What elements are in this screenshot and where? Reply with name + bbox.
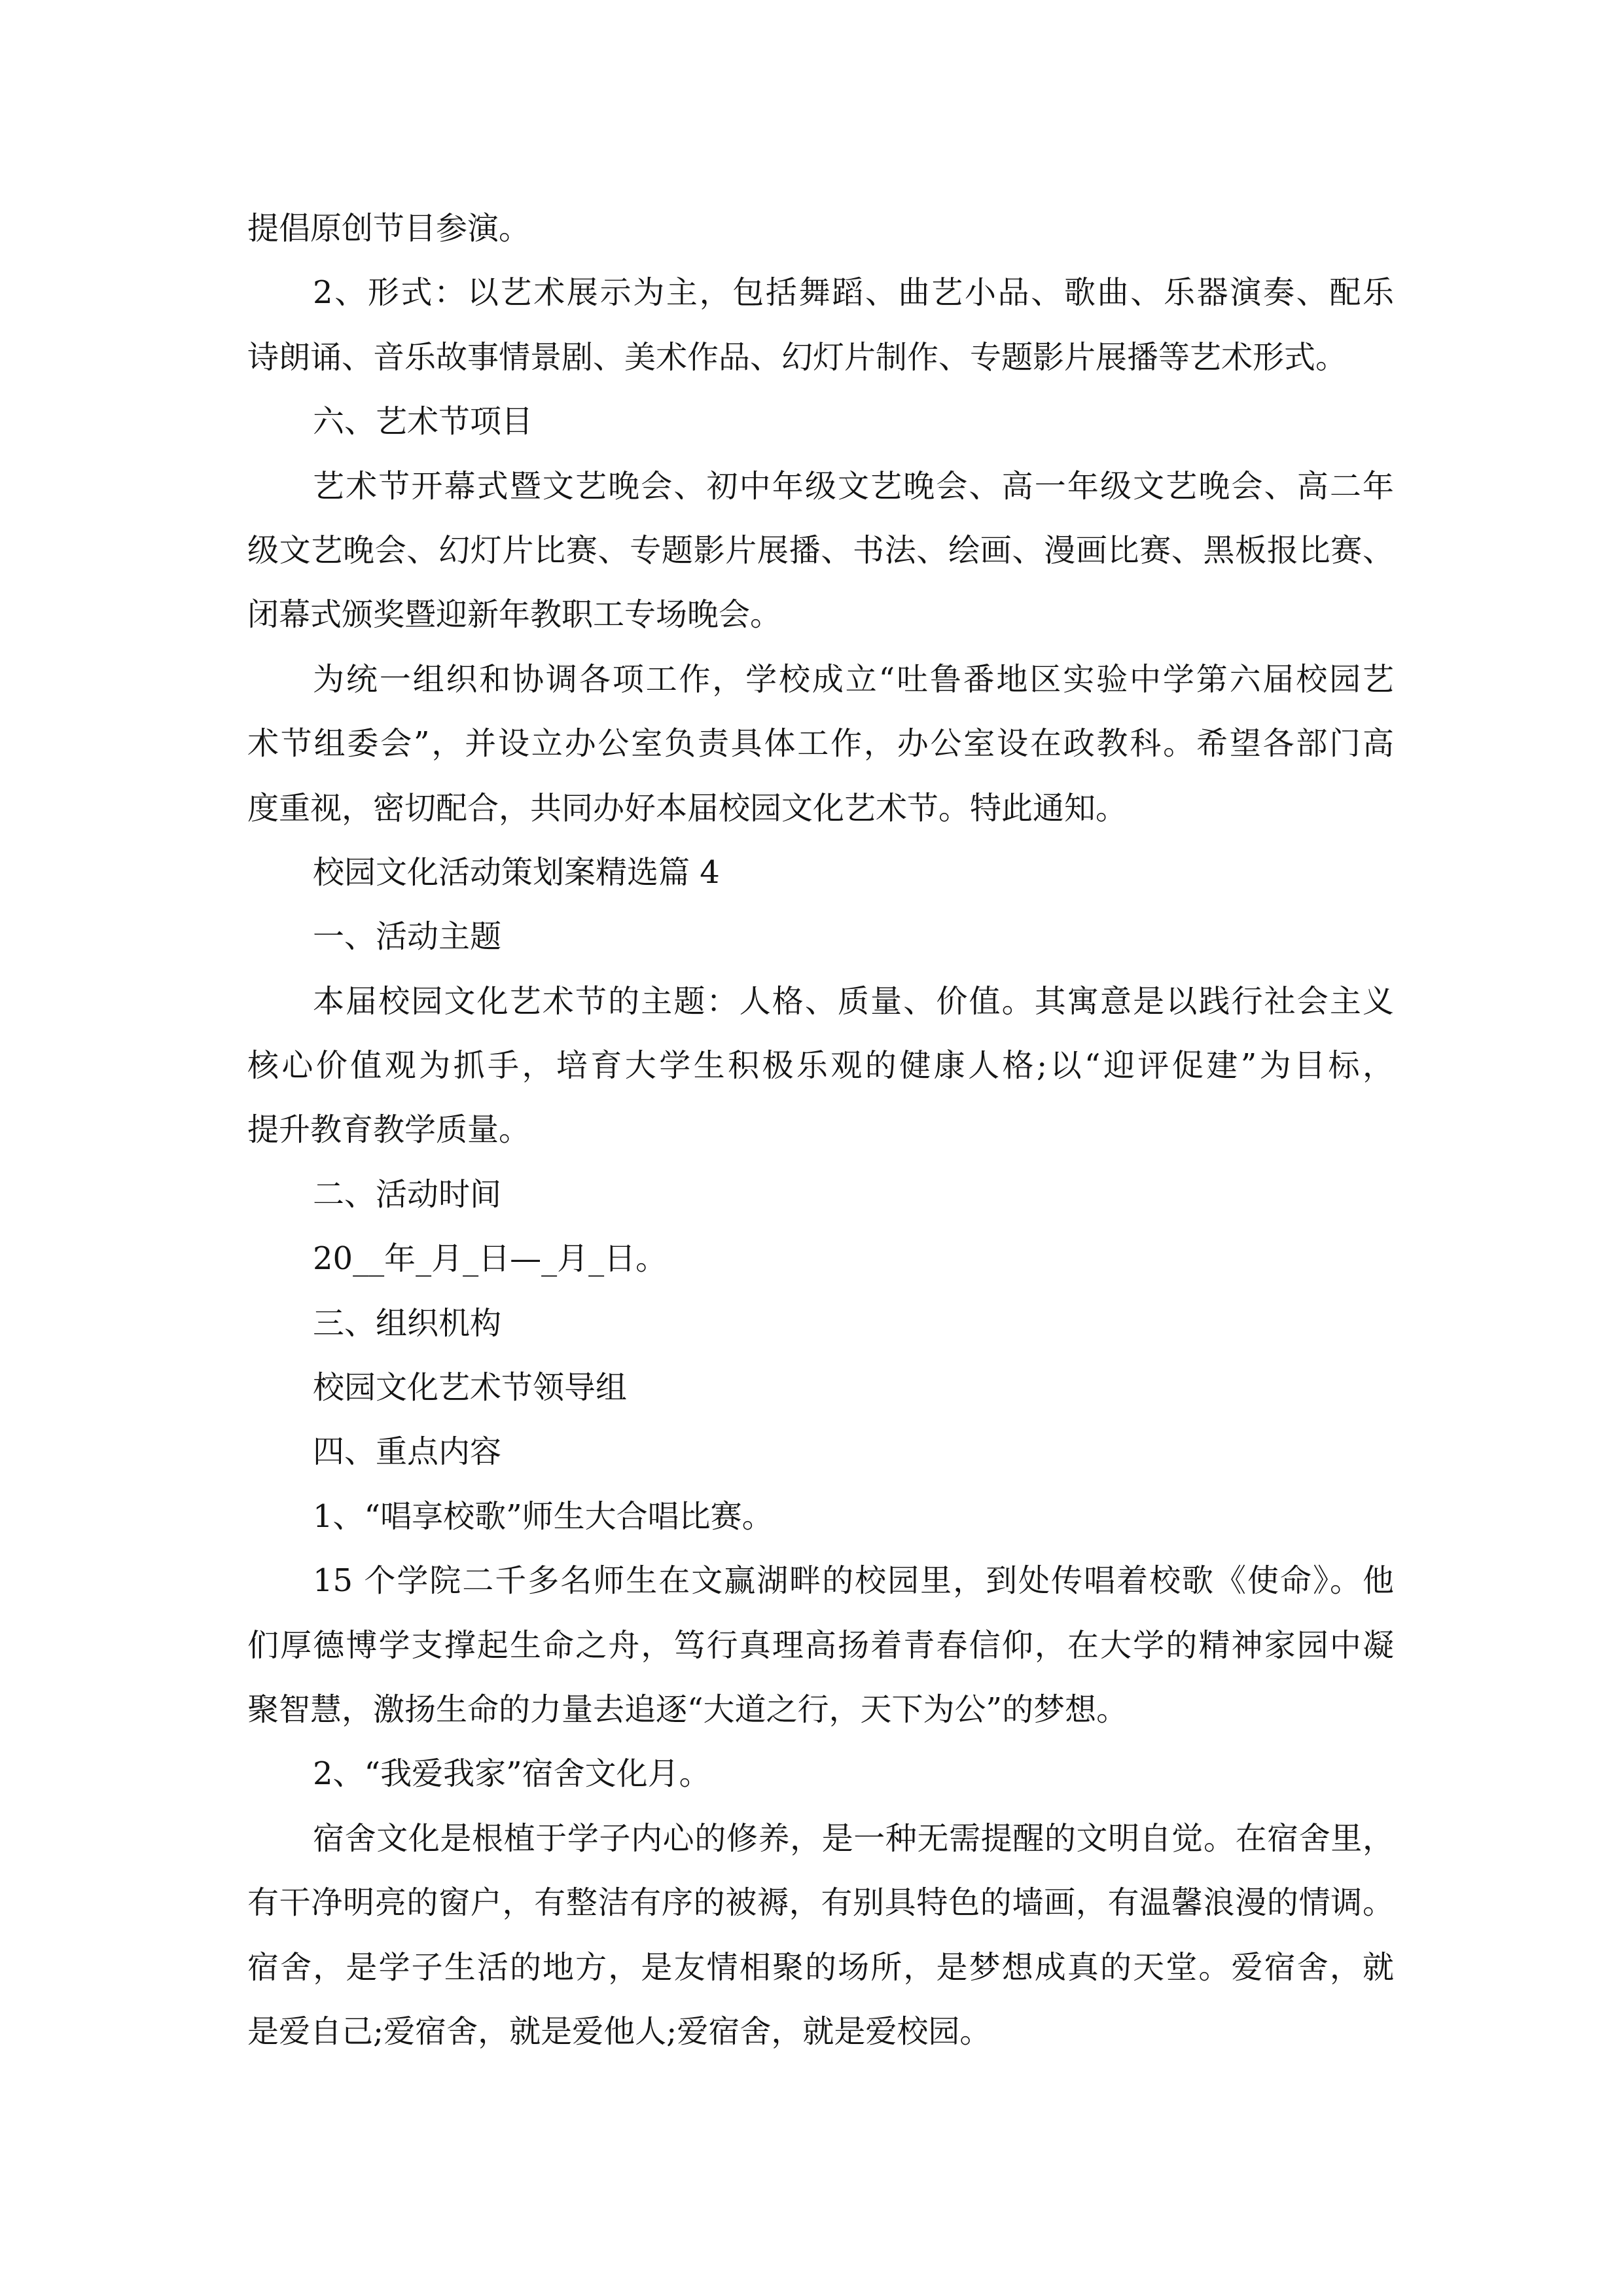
- article-title: [247, 840, 1394, 905]
- paragraph: [247, 1355, 1394, 1420]
- paragraph: [247, 454, 1394, 647]
- section-heading: [247, 1291, 1394, 1355]
- text-line: 艺术节开幕式暨文艺晚会、初中年级文艺晚会、高一年级文艺晚会、高二年: [313, 467, 1394, 505]
- subsection-heading: [247, 1484, 1394, 1549]
- text-line: 度重视，密切配合，共同办好本届校园文化艺术节。特此通知。: [247, 789, 1128, 827]
- text-line: 提倡原创节目参演。: [247, 210, 531, 247]
- paragraph: [247, 1806, 1394, 2064]
- text-line: 提升教育教学质量。: [247, 1111, 531, 1149]
- text-line: 有干净明亮的窗户，有整洁有序的被褥，有别具特色的墙画，有温馨浪漫的情调。: [247, 1884, 1394, 1922]
- text-line: 20__年_月_日—_月_日。: [313, 1240, 668, 1278]
- section-heading: [247, 1162, 1394, 1227]
- text-line: 四、重点内容: [313, 1433, 502, 1471]
- text-line: 宿舍文化是根植于学子内心的修养，是一种无需提醒的文明自觉。在宿舍里，: [313, 1820, 1394, 1857]
- text-line: 闭幕式颁奖暨迎新年教职工专场晚会。: [247, 596, 782, 634]
- text-line: 聚智慧，激扬生命的力量去追逐“大道之行，天下为公”的梦想。: [247, 1691, 1128, 1728]
- text-line: 三、组织机构: [313, 1304, 502, 1342]
- text-line: 2、形式：以艺术展示为主，包括舞蹈、曲艺小品、歌曲、乐器演奏、配乐: [313, 274, 1394, 312]
- subsection-heading: [247, 1742, 1394, 1806]
- text-line: 1、“唱享校歌”师生大合唱比赛。: [313, 1498, 774, 1535]
- text-line: 是爱自己;爱宿舍，就是爱他人;爱宿舍，就是爱校园。: [247, 2013, 991, 2050]
- text-line: 校园文化艺术节领导组: [313, 1369, 628, 1407]
- text-line: 宿舍，是学子生活的地方，是友情相聚的场所，是梦想成真的天堂。爱宿舍，就: [247, 1948, 1394, 1986]
- text-line: 级文艺晚会、幻灯片比赛、专题影片展播、书法、绘画、漫画比赛、黑板报比赛、: [247, 531, 1394, 569]
- paragraph: [247, 647, 1394, 840]
- section-heading: [247, 1420, 1394, 1484]
- text-line: 本届校园文化艺术节的主题：人格、质量、价值。其寓意是以践行社会主义: [313, 982, 1394, 1020]
- paragraph: [247, 196, 1394, 260]
- text-line: 二、活动时间: [313, 1175, 502, 1213]
- text-line: 校园文化活动策划案精选篇 4: [313, 853, 720, 891]
- section-heading: [247, 905, 1394, 969]
- text-line: 诗朗诵、音乐故事情景剧、美术作品、幻灯片制作、专题影片展播等艺术形式。: [247, 338, 1347, 376]
- section-heading: [247, 389, 1394, 454]
- text-line: 2、“我爱我家”宿舍文化月。: [313, 1755, 711, 1793]
- text-line: 15 个学院二千多名师生在文赢湖畔的校园里，到处传唱着校歌《使命》。他: [313, 1562, 1394, 1600]
- paragraph: [247, 969, 1394, 1162]
- paragraph: [247, 1549, 1394, 1742]
- text-line: 六、艺术节项目: [313, 403, 533, 440]
- text-line: 一、活动主题: [313, 918, 502, 956]
- text-line: 们厚德博学支撑起生命之舟，笃行真理高扬着青春信仰，在大学的精神家园中凝: [247, 1626, 1394, 1664]
- text-line: 核心价值观为抓手，培育大学生积极乐观的健康人格;以“迎评促建”为目标，: [247, 1047, 1394, 1085]
- paragraph: [247, 260, 1394, 389]
- text-line: 术节组委会”，并设立办公室负责具体工作，办公室设在政教科。希望各部门高: [247, 725, 1394, 762]
- paragraph: [247, 1227, 1394, 1291]
- document-body: [247, 196, 1394, 2064]
- text-line: 为统一组织和协调各项工作，学校成立“吐鲁番地区实验中学第六届校园艺: [313, 660, 1394, 698]
